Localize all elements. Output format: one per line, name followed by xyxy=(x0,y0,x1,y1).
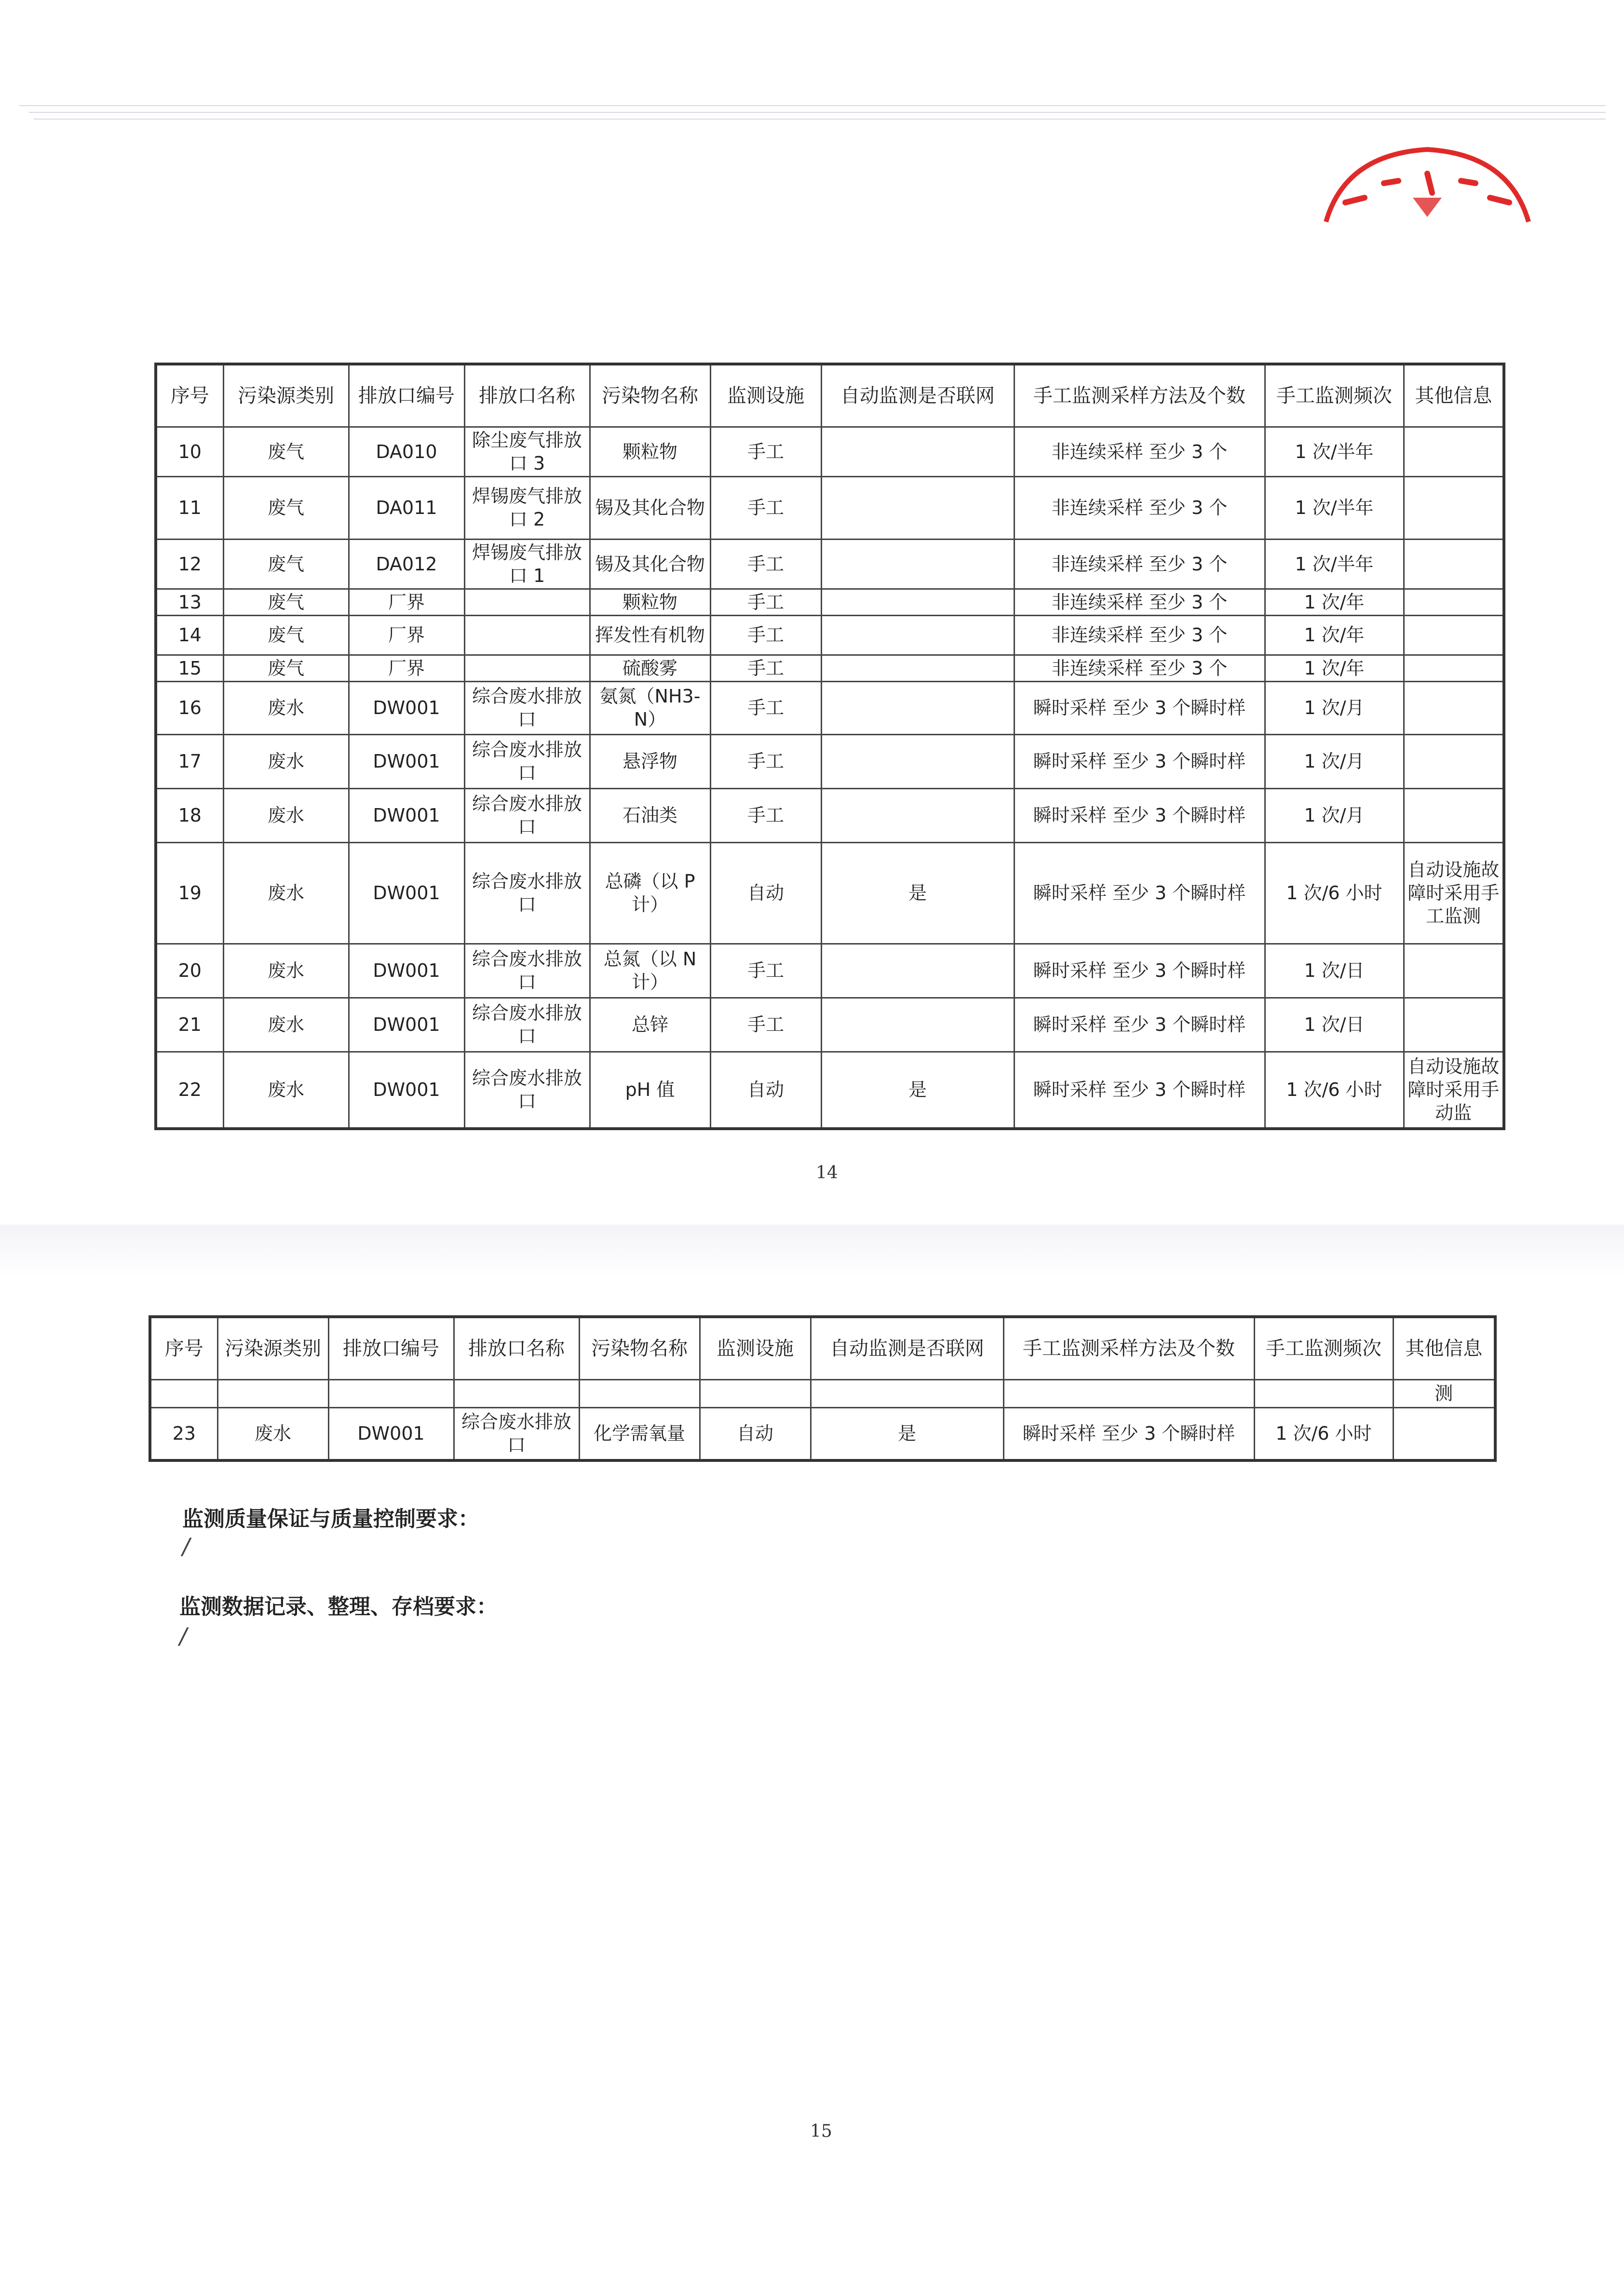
header-cell: 监测设施 xyxy=(700,1317,811,1379)
table-cell: 手工 xyxy=(710,476,821,539)
table-cell xyxy=(1254,1379,1393,1407)
table-cell xyxy=(1404,788,1504,842)
table-cell xyxy=(217,1379,328,1407)
table-cell: 瞬时采样 至少 3 个瞬时样 xyxy=(1014,788,1265,842)
table-cell xyxy=(150,1379,217,1407)
table-cell: 石油类 xyxy=(590,788,710,842)
table-cell: 综合废水排放口 xyxy=(464,681,590,734)
header-cell: 自动监测是否联网 xyxy=(811,1317,1003,1379)
page-fold-shadow xyxy=(0,1225,1624,1278)
page-edge-top-3 xyxy=(34,119,1606,120)
table-cell xyxy=(579,1379,700,1407)
section-title-data-records: 监测数据记录、整理、存档要求： xyxy=(179,1594,498,1619)
header-cell: 手工监测采样方法及个数 xyxy=(1003,1317,1254,1379)
table-cell: 12 xyxy=(156,539,223,589)
header-cell: 污染源类别 xyxy=(223,364,349,427)
table-cell xyxy=(464,615,590,655)
table-cell: 废气 xyxy=(223,615,349,655)
table-cell xyxy=(821,655,1014,681)
table-cell: 是 xyxy=(821,1052,1014,1129)
table-cell: 综合废水排放口 xyxy=(454,1407,579,1460)
table-cell: DW001 xyxy=(349,788,464,842)
header-cell: 污染物名称 xyxy=(579,1317,700,1379)
table-cell: 总氮（以 N 计） xyxy=(590,944,710,998)
table-cell: 综合废水排放口 xyxy=(464,842,590,944)
table-cell: 废气 xyxy=(223,589,349,615)
header-cell: 手工监测频次 xyxy=(1265,364,1404,427)
monitoring-table-page-15 xyxy=(149,1315,1497,1462)
table-cell: 10 xyxy=(156,427,223,476)
table-cell xyxy=(454,1379,579,1407)
table-cell xyxy=(1404,681,1504,734)
header-cell: 排放口名称 xyxy=(464,364,590,427)
table-cell: 废水 xyxy=(223,1052,349,1129)
table-cell: 废水 xyxy=(223,734,349,788)
table-row xyxy=(156,615,1504,655)
table-cell xyxy=(1404,655,1504,681)
table-cell xyxy=(1404,476,1504,539)
table-row xyxy=(156,734,1504,788)
table-cell: 手工 xyxy=(710,734,821,788)
table-cell: 20 xyxy=(156,944,223,998)
table-cell xyxy=(821,427,1014,476)
table-cell: 手工 xyxy=(710,998,821,1052)
table-cell xyxy=(464,589,590,615)
table-cell: 厂界 xyxy=(349,655,464,681)
table-cell: 废水 xyxy=(223,842,349,944)
table-cell: 综合废水排放口 xyxy=(464,998,590,1052)
section-content-quality-assurance: / xyxy=(182,1533,190,1559)
table-cell: 手工 xyxy=(710,589,821,615)
table-cell xyxy=(1393,1407,1495,1460)
table-cell: 11 xyxy=(156,476,223,539)
table-cell: 非连续采样 至少 3 个 xyxy=(1014,589,1265,615)
table-cell: 自动设施故障时采用手动监 xyxy=(1404,1052,1504,1129)
table-cell xyxy=(821,476,1014,539)
table-cell: 手工 xyxy=(710,681,821,734)
table-cell: 1 次/年 xyxy=(1265,589,1404,615)
table-cell: 厂界 xyxy=(349,615,464,655)
table-cell xyxy=(821,539,1014,589)
table-cell xyxy=(821,788,1014,842)
table-cell: 是 xyxy=(821,842,1014,944)
table-cell: 1 次/月 xyxy=(1265,788,1404,842)
table-cell: 废水 xyxy=(223,998,349,1052)
table-row xyxy=(156,427,1504,476)
table-cell: 1 次/月 xyxy=(1265,734,1404,788)
table-cell: 锡及其化合物 xyxy=(590,539,710,589)
table-cell xyxy=(1404,539,1504,589)
table-cell: 14 xyxy=(156,615,223,655)
table-cell: 颗粒物 xyxy=(590,427,710,476)
table-cell xyxy=(1404,427,1504,476)
table-cell: DA010 xyxy=(349,427,464,476)
table-cell: DW001 xyxy=(349,734,464,788)
table-cell: 手工 xyxy=(710,427,821,476)
table-cell: DW001 xyxy=(349,944,464,998)
table-cell: 焊锡废气排放口 1 xyxy=(464,539,590,589)
table-cell: 瞬时采样 至少 3 个瞬时样 xyxy=(1014,944,1265,998)
official-seal-stamp xyxy=(1316,145,1538,227)
table-cell: 1 次/年 xyxy=(1265,615,1404,655)
table-cell xyxy=(1404,615,1504,655)
table-cell: 自动 xyxy=(700,1407,811,1460)
page-edge-top-2 xyxy=(29,112,1606,113)
table-cell: 1 次/日 xyxy=(1265,944,1404,998)
table-cell: 自动 xyxy=(710,1052,821,1129)
table-cell: 瞬时采样 至少 3 个瞬时样 xyxy=(1003,1407,1254,1460)
table-cell: 23 xyxy=(150,1407,217,1460)
table-cell: 15 xyxy=(156,655,223,681)
table-cell xyxy=(821,615,1014,655)
table-cell xyxy=(1003,1379,1254,1407)
header-cell: 排放口编号 xyxy=(328,1317,454,1379)
header-cell: 污染物名称 xyxy=(590,364,710,427)
table-cell: 废水 xyxy=(223,681,349,734)
table-cell: 硫酸雾 xyxy=(590,655,710,681)
monitoring-table-page-14 xyxy=(154,363,1505,1130)
table-cell: 除尘废气排放口 3 xyxy=(464,427,590,476)
table-cell: 手工 xyxy=(710,615,821,655)
table-row xyxy=(156,1052,1504,1129)
table-cell: 锡及其化合物 xyxy=(590,476,710,539)
table-header-row xyxy=(156,364,1504,427)
page-number: 14 xyxy=(816,1163,838,1183)
table-cell: pH 值 xyxy=(590,1052,710,1129)
table-cell: 19 xyxy=(156,842,223,944)
table-cell: 瞬时采样 至少 3 个瞬时样 xyxy=(1014,1052,1265,1129)
table-row xyxy=(156,589,1504,615)
table-cell: 颗粒物 xyxy=(590,589,710,615)
table-header-row xyxy=(150,1317,1495,1379)
table-cell: DW001 xyxy=(349,681,464,734)
table-cell: 瞬时采样 至少 3 个瞬时样 xyxy=(1014,734,1265,788)
table-cell: 手工 xyxy=(710,944,821,998)
table-row xyxy=(156,681,1504,734)
table-cell: 22 xyxy=(156,1052,223,1129)
table-cell: DW001 xyxy=(349,842,464,944)
table-cell: 总磷（以 P 计） xyxy=(590,842,710,944)
table-cell: 18 xyxy=(156,788,223,842)
table-cell: 非连续采样 至少 3 个 xyxy=(1014,539,1265,589)
table-cell: 废气 xyxy=(223,476,349,539)
table-cell: 手工 xyxy=(710,788,821,842)
table-cell xyxy=(821,681,1014,734)
table-cell: 悬浮物 xyxy=(590,734,710,788)
table-cell: 综合废水排放口 xyxy=(464,734,590,788)
section-content-data-records: / xyxy=(179,1623,187,1649)
table-cell xyxy=(821,944,1014,998)
table-cell xyxy=(1404,589,1504,615)
table-body xyxy=(150,1379,1495,1460)
table-cell: 厂界 xyxy=(349,589,464,615)
header-cell: 污染源类别 xyxy=(217,1317,328,1379)
table-cell xyxy=(1404,944,1504,998)
header-cell: 自动监测是否联网 xyxy=(821,364,1014,427)
table-row xyxy=(156,788,1504,842)
table-body xyxy=(156,427,1504,1129)
table-cell xyxy=(821,734,1014,788)
table-row xyxy=(156,842,1504,944)
table-cell: 废气 xyxy=(223,539,349,589)
table-cell: 瞬时采样 至少 3 个瞬时样 xyxy=(1014,681,1265,734)
table-cell xyxy=(328,1379,454,1407)
table-row xyxy=(150,1407,1495,1460)
page-edge-top xyxy=(19,105,1606,106)
header-cell: 序号 xyxy=(150,1317,217,1379)
table-cell: 1 次/6 小时 xyxy=(1265,1052,1404,1129)
table-cell: DW001 xyxy=(349,998,464,1052)
table-cell: 非连续采样 至少 3 个 xyxy=(1014,427,1265,476)
table-cell: 16 xyxy=(156,681,223,734)
carry-over-row xyxy=(150,1379,1495,1407)
table-cell: 焊锡废气排放口 2 xyxy=(464,476,590,539)
table-cell: 17 xyxy=(156,734,223,788)
header-cell: 排放口编号 xyxy=(349,364,464,427)
table-cell: DW001 xyxy=(349,1052,464,1129)
table-cell: 非连续采样 至少 3 个 xyxy=(1014,655,1265,681)
table-cell: 1 次/月 xyxy=(1265,681,1404,734)
table-cell: 综合废水排放口 xyxy=(464,1052,590,1129)
table-cell xyxy=(821,589,1014,615)
section-title-quality-assurance: 监测质量保证与质量控制要求： xyxy=(182,1507,479,1531)
header-cell: 手工监测频次 xyxy=(1254,1317,1393,1379)
table-row xyxy=(156,539,1504,589)
table-cell: DW001 xyxy=(328,1407,454,1460)
table-cell: 手工 xyxy=(710,539,821,589)
table-cell: 1 次/日 xyxy=(1265,998,1404,1052)
header-cell: 其他信息 xyxy=(1404,364,1504,427)
table-cell: 非连续采样 至少 3 个 xyxy=(1014,615,1265,655)
table-cell: 1 次/年 xyxy=(1265,655,1404,681)
table-cell: 废气 xyxy=(223,655,349,681)
table-cell: 总锌 xyxy=(590,998,710,1052)
table-cell: DA011 xyxy=(349,476,464,539)
header-cell: 监测设施 xyxy=(710,364,821,427)
table-cell: 1 次/半年 xyxy=(1265,476,1404,539)
table-cell: 1 次/6 小时 xyxy=(1265,842,1404,944)
table-cell: 瞬时采样 至少 3 个瞬时样 xyxy=(1014,842,1265,944)
header-cell: 其他信息 xyxy=(1393,1317,1495,1379)
table-cell: 自动 xyxy=(710,842,821,944)
table-cell xyxy=(811,1379,1003,1407)
table-cell xyxy=(700,1379,811,1407)
table-cell: 废水 xyxy=(223,944,349,998)
page-number: 15 xyxy=(810,2121,832,2141)
table-cell: 测 xyxy=(1393,1379,1495,1407)
header-cell: 排放口名称 xyxy=(454,1317,579,1379)
table-cell: 废气 xyxy=(223,427,349,476)
table-cell xyxy=(1404,734,1504,788)
table-cell: 废水 xyxy=(223,788,349,842)
table-cell: 1 次/半年 xyxy=(1265,539,1404,589)
table-cell: 1 次/6 小时 xyxy=(1254,1407,1393,1460)
table-cell: 13 xyxy=(156,589,223,615)
table-cell: 化学需氧量 xyxy=(579,1407,700,1460)
header-cell: 序号 xyxy=(156,364,223,427)
table-cell: 氨氮（NH3-N） xyxy=(590,681,710,734)
table-cell: 自动设施故障时采用手工监测 xyxy=(1404,842,1504,944)
table-cell: 综合废水排放口 xyxy=(464,788,590,842)
header-cell: 手工监测采样方法及个数 xyxy=(1014,364,1265,427)
table-cell: 挥发性有机物 xyxy=(590,615,710,655)
table-cell: 1 次/半年 xyxy=(1265,427,1404,476)
table-cell: 瞬时采样 至少 3 个瞬时样 xyxy=(1014,998,1265,1052)
table-cell: 是 xyxy=(811,1407,1003,1460)
table-cell xyxy=(464,655,590,681)
table-cell xyxy=(821,998,1014,1052)
table-row xyxy=(156,655,1504,681)
table-row xyxy=(156,476,1504,539)
table-cell: DA012 xyxy=(349,539,464,589)
table-row xyxy=(156,944,1504,998)
table-cell xyxy=(1404,998,1504,1052)
table-row xyxy=(156,998,1504,1052)
table-cell: 废水 xyxy=(217,1407,328,1460)
table-cell: 21 xyxy=(156,998,223,1052)
table-cell: 综合废水排放口 xyxy=(464,944,590,998)
table-cell: 手工 xyxy=(710,655,821,681)
table-cell: 非连续采样 至少 3 个 xyxy=(1014,476,1265,539)
